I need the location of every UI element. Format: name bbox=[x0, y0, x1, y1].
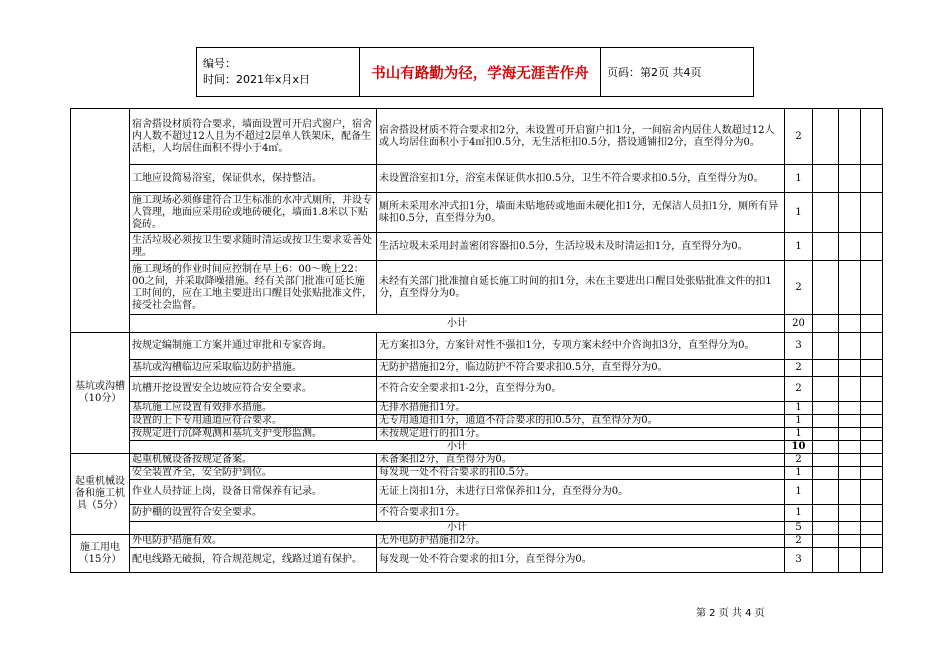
score-cell: 1 bbox=[785, 480, 813, 505]
table-row bbox=[71, 233, 883, 261]
requirement-cell: 施工现场的作业时间应控制在早上6：00～晚上22：00之间，并采取降噪措施。经有关部门批准可延长施工时间的，应在工地主要进出口醒目处张贴批准文件，接受社会监督。 bbox=[130, 261, 377, 315]
doc-time: 时间：2021年x月x日 bbox=[203, 73, 311, 86]
blank-cell bbox=[839, 193, 861, 233]
requirement-cell: 宿舍搭设材质符合要求，墙面设置可开启式窗户，宿舍内人数不超过12人且为不超过2层单人铁架床，配备生活柜，人均居住面积不得小于4㎡。 bbox=[130, 109, 377, 165]
table-row bbox=[71, 548, 883, 573]
blank-cell bbox=[861, 261, 883, 315]
blank-cell bbox=[813, 428, 839, 441]
subtotal-value: 20 bbox=[785, 315, 813, 333]
blank-cell bbox=[813, 193, 839, 233]
requirement-cell: 施工现场必须修建符合卫生标准的水冲式厕所，并设专人管理，地面应采用砼或地砖硬化，墙面1.8米以下贴瓷砖。 bbox=[130, 193, 377, 233]
requirement-cell: 基坑或沟槽临边应采取临边防护措施。 bbox=[130, 360, 377, 377]
blank-cell bbox=[839, 402, 861, 415]
blank-cell bbox=[813, 480, 839, 505]
blank-cell bbox=[839, 535, 861, 548]
doc-code-label: 编号： bbox=[203, 57, 236, 70]
requirement-cell: 按规定进行沉降观测和基坑支护变形监测。 bbox=[130, 428, 377, 441]
blank-cell bbox=[861, 233, 883, 261]
table-row bbox=[71, 333, 883, 360]
deduction-cell: 无证上岗扣1分，未进行日常保养扣1分，直至得分为0。 bbox=[377, 480, 785, 505]
blank-cell bbox=[839, 360, 861, 377]
subtotal-label: 小计 bbox=[130, 315, 785, 333]
blank-cell bbox=[861, 315, 883, 333]
blank-cell bbox=[839, 233, 861, 261]
score-cell: 1 bbox=[785, 467, 813, 480]
deduction-cell: 无排水措施扣1分。 bbox=[377, 402, 785, 415]
deduction-cell: 不符合要求扣1分。 bbox=[377, 505, 785, 522]
score-cell: 2 bbox=[785, 109, 813, 165]
category-cell: 施工用电（15分） bbox=[71, 535, 130, 573]
blank-cell bbox=[839, 480, 861, 505]
score-cell: 2 bbox=[785, 535, 813, 548]
blank-cell bbox=[813, 535, 839, 548]
header-meta bbox=[197, 48, 360, 97]
requirement-cell: 外电防护措施有效。 bbox=[130, 535, 377, 548]
page-header bbox=[196, 47, 754, 97]
score-cell: 1 bbox=[785, 428, 813, 441]
blank-cell bbox=[861, 428, 883, 441]
deduction-cell: 每发现一处不符合要求的扣0.5分。 bbox=[377, 467, 785, 480]
requirement-cell: 配电线路无破损，符合规范规定，线路过道有保护。 bbox=[130, 548, 377, 573]
deduction-cell: 未按规定进行的扣1分。 bbox=[377, 428, 785, 441]
blank-cell bbox=[813, 505, 839, 522]
score-cell: 2 bbox=[785, 377, 813, 402]
score-cell: 3 bbox=[785, 548, 813, 573]
table-row bbox=[71, 535, 883, 548]
blank-cell bbox=[861, 415, 883, 428]
deduction-cell: 无外电防护措施扣2分。 bbox=[377, 535, 785, 548]
blank-cell bbox=[839, 454, 861, 467]
requirement-cell: 按规定编制施工方案并通过审批和专家咨询。 bbox=[130, 333, 377, 360]
blank-cell bbox=[861, 165, 883, 193]
table-row bbox=[71, 193, 883, 233]
table-row bbox=[71, 109, 883, 165]
blank-cell bbox=[839, 428, 861, 441]
blank-cell bbox=[813, 402, 839, 415]
category-cell-continued bbox=[71, 109, 130, 333]
category-cell: 基坑或沟槽（10分） bbox=[71, 333, 130, 454]
table-row bbox=[71, 377, 883, 402]
table-row bbox=[71, 165, 883, 193]
deduction-cell: 未设置浴室扣1分，浴室未保证供水扣0.5分，卫生不符合要求扣0.5分，直至得分为0。 bbox=[377, 165, 785, 193]
header-page-number: 页码：第2页 共4页 bbox=[601, 48, 754, 97]
blank-cell bbox=[839, 333, 861, 360]
blank-cell bbox=[861, 333, 883, 360]
deduction-cell: 不符合安全要求扣1-2分，直至得分为0。 bbox=[377, 377, 785, 402]
table-row bbox=[71, 454, 883, 467]
score-cell: 2 bbox=[785, 261, 813, 315]
blank-cell bbox=[813, 165, 839, 193]
blank-cell bbox=[813, 315, 839, 333]
blank-cell bbox=[861, 480, 883, 505]
subtotal-row bbox=[71, 441, 883, 454]
deduction-cell: 未备案扣2分，直至得分为0。 bbox=[377, 454, 785, 467]
blank-cell bbox=[839, 522, 861, 535]
score-cell: 2 bbox=[785, 360, 813, 377]
score-cell: 1 bbox=[785, 233, 813, 261]
blank-cell bbox=[839, 109, 861, 165]
blank-cell bbox=[813, 377, 839, 402]
score-cell: 1 bbox=[785, 415, 813, 428]
requirement-cell: 安全装置齐全，安全防护到位。 bbox=[130, 467, 377, 480]
table-row bbox=[71, 261, 883, 315]
requirement-cell: 设置的上下专用通道应符合要求。 bbox=[130, 415, 377, 428]
blank-cell bbox=[839, 505, 861, 522]
requirement-cell: 基坑施工应设置有效排水措施。 bbox=[130, 402, 377, 415]
blank-cell bbox=[813, 109, 839, 165]
category-cell: 起重机械设备和施工机具（5分） bbox=[71, 454, 130, 535]
requirement-cell: 作业人员持证上岗，设备日常保养有记录。 bbox=[130, 480, 377, 505]
requirement-cell: 生活垃圾必须按卫生要求随时清运或按卫生要求妥善处理。 bbox=[130, 233, 377, 261]
table-row bbox=[71, 360, 883, 377]
deduction-cell: 无方案扣3分，方案针对性不强扣1分，专项方案未经中介咨询扣3分，直至得分为0。 bbox=[377, 333, 785, 360]
subtotal-label: 小计 bbox=[130, 522, 785, 535]
blank-cell bbox=[861, 360, 883, 377]
subtotal-row bbox=[71, 315, 883, 333]
blank-cell bbox=[839, 548, 861, 573]
score-cell: 3 bbox=[785, 333, 813, 360]
table-row bbox=[71, 428, 883, 441]
blank-cell bbox=[861, 522, 883, 535]
blank-cell bbox=[813, 261, 839, 315]
blank-cell bbox=[861, 467, 883, 480]
deduction-cell: 生活垃圾未采用封盖密闭容器扣0.5分，生活垃圾未及时清运扣1分，直至得分为0。 bbox=[377, 233, 785, 261]
requirement-cell: 坑槽开挖设置安全边坡应符合安全要求。 bbox=[130, 377, 377, 402]
blank-cell bbox=[839, 261, 861, 315]
table-row bbox=[71, 402, 883, 415]
blank-cell bbox=[813, 522, 839, 535]
table-row bbox=[71, 467, 883, 480]
blank-cell bbox=[861, 548, 883, 573]
blank-cell bbox=[813, 333, 839, 360]
blank-cell bbox=[839, 467, 861, 480]
subtotal-value: 5 bbox=[785, 522, 813, 535]
blank-cell bbox=[839, 165, 861, 193]
score-cell: 1 bbox=[785, 505, 813, 522]
blank-cell bbox=[839, 315, 861, 333]
blank-cell bbox=[861, 505, 883, 522]
subtotal-value: 10 bbox=[785, 441, 813, 454]
page-footer: 第 2 页 共 4 页 bbox=[696, 608, 765, 619]
score-cell: 1 bbox=[785, 165, 813, 193]
blank-cell bbox=[813, 467, 839, 480]
blank-cell bbox=[813, 415, 839, 428]
table-row bbox=[71, 480, 883, 505]
deduction-cell: 无专用通道扣1分，通道不符合要求的扣0.5分，直至得分为0。 bbox=[377, 415, 785, 428]
deduction-cell: 厕所未采用水冲式扣1分，墙面未贴地砖或地面未硬化扣1分，无保洁人员扣1分，厕所有异味扣0.5分，直至得分为0。 bbox=[377, 193, 785, 233]
blank-cell bbox=[813, 441, 839, 454]
table-row bbox=[71, 415, 883, 428]
deduction-cell: 无防护措施扣2分，临边防护不符合要求扣0.5分，直至得分为0。 bbox=[377, 360, 785, 377]
blank-cell bbox=[813, 548, 839, 573]
blank-cell bbox=[839, 441, 861, 454]
deduction-cell: 宿舍搭设材质不符合要求扣2分，未设置可开启窗户扣1分，一间宿舍内居住人数超过12人或人均居住面积小于4㎡扣0.5分，无生活柜扣0.5分，搭设通铺扣2分，直至得分为0。 bbox=[377, 109, 785, 165]
blank-cell bbox=[861, 402, 883, 415]
blank-cell bbox=[839, 377, 861, 402]
subtotal-row bbox=[71, 522, 883, 535]
score-cell: 1 bbox=[785, 402, 813, 415]
score-cell: 2 bbox=[785, 454, 813, 467]
requirement-cell: 工地应设简易浴室，保证供水，保持整洁。 bbox=[130, 165, 377, 193]
requirement-cell: 起重机械设备按规定备案。 bbox=[130, 454, 377, 467]
inspection-table bbox=[70, 108, 883, 573]
header-motto: 书山有路勤为径，学海无涯苦作舟 bbox=[360, 48, 601, 97]
blank-cell bbox=[839, 415, 861, 428]
blank-cell bbox=[861, 377, 883, 402]
score-cell: 1 bbox=[785, 193, 813, 233]
deduction-cell: 未经有关部门批准擅自延长施工时间的扣1分，未在主要进出口醒目处张贴批准文件的扣1分，直至得分为0。 bbox=[377, 261, 785, 315]
deduction-cell: 每发现一处不符合要求的扣1分，直至得分为0。 bbox=[377, 548, 785, 573]
table-row bbox=[71, 505, 883, 522]
blank-cell bbox=[861, 193, 883, 233]
blank-cell bbox=[861, 441, 883, 454]
blank-cell bbox=[861, 454, 883, 467]
blank-cell bbox=[861, 109, 883, 165]
subtotal-label: 小计 bbox=[130, 441, 785, 454]
blank-cell bbox=[813, 454, 839, 467]
blank-cell bbox=[861, 535, 883, 548]
requirement-cell: 防护棚的设置符合安全要求。 bbox=[130, 505, 377, 522]
blank-cell bbox=[813, 233, 839, 261]
blank-cell bbox=[813, 360, 839, 377]
